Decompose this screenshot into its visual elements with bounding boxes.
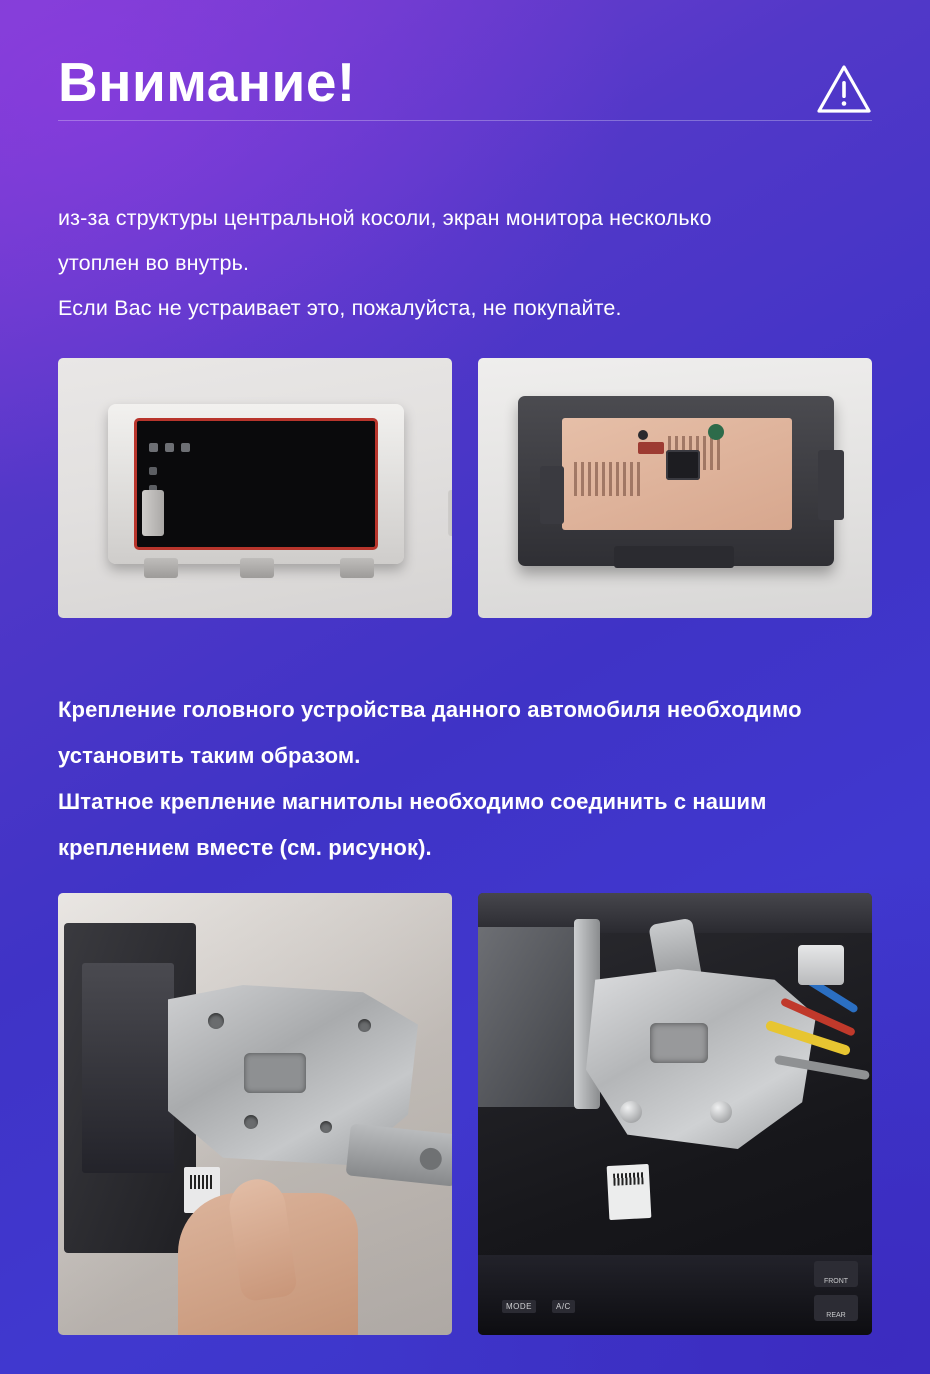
climate-control-panel bbox=[478, 1255, 872, 1335]
barcode-label bbox=[607, 1164, 652, 1220]
ac-button[interactable]: A/C bbox=[552, 1300, 575, 1313]
mount-ear-right bbox=[448, 490, 452, 536]
head-unit-body bbox=[108, 404, 404, 564]
warning-line-3: Если Вас не устраивает это, пожалуйста, не покупайте. bbox=[58, 296, 622, 320]
bracket-slot bbox=[650, 1023, 708, 1063]
mounting-line-2: установить таким образом. bbox=[58, 743, 361, 768]
mount-tab bbox=[144, 558, 178, 578]
mode-button[interactable]: MODE bbox=[502, 1300, 536, 1313]
content-column bbox=[58, 0, 872, 1374]
front-defog-button[interactable]: FRONT bbox=[814, 1261, 858, 1287]
screen-status-icons bbox=[149, 443, 190, 452]
warning-line-2: утоплен во внутрь. bbox=[58, 251, 250, 275]
climate-buttons bbox=[502, 1300, 575, 1313]
side-bracket bbox=[540, 466, 564, 524]
mounting-line-1: Крепление головного устройства данного автомобиля необходимо bbox=[58, 697, 802, 722]
bracket-hole bbox=[208, 1013, 224, 1029]
heatsink-fins bbox=[574, 462, 640, 496]
bracket-hole bbox=[320, 1121, 332, 1133]
warning-paragraph bbox=[58, 160, 872, 331]
page-title: Внимание! bbox=[58, 51, 356, 113]
bracket-hole bbox=[358, 1019, 371, 1032]
head-unit-screen bbox=[134, 418, 378, 550]
mount-tab bbox=[240, 558, 274, 578]
head-unit-front-photo bbox=[58, 358, 452, 618]
bracket-hole bbox=[244, 1115, 258, 1129]
mounting-paragraph bbox=[58, 687, 872, 871]
mount-ear-left bbox=[142, 490, 164, 536]
defog-buttons bbox=[814, 1261, 858, 1321]
photo-row-2 bbox=[58, 893, 872, 1335]
photo-row-1 bbox=[58, 358, 872, 618]
mount-tab bbox=[340, 558, 374, 578]
chassis-frame bbox=[518, 396, 834, 566]
capacitor bbox=[708, 424, 724, 440]
screw bbox=[710, 1101, 732, 1123]
bracket-in-hand-photo bbox=[58, 893, 452, 1335]
ribbon-connector bbox=[638, 442, 664, 454]
header bbox=[58, 0, 872, 160]
mounting-line-4: креплением вместе (см. рисунок). bbox=[58, 835, 432, 860]
bottom-bracket bbox=[614, 546, 734, 568]
bracket-installed-photo bbox=[478, 893, 872, 1335]
capacitor bbox=[638, 430, 648, 440]
warning-line-1: из-за структуры центральной косоли, экран монитора несколько bbox=[58, 206, 712, 230]
side-bracket bbox=[818, 450, 844, 520]
connector-plug bbox=[798, 945, 844, 985]
rear-defog-button[interactable]: REAR bbox=[814, 1295, 858, 1321]
processor-chip bbox=[666, 450, 700, 480]
screw bbox=[620, 1101, 642, 1123]
header-divider bbox=[58, 120, 872, 121]
warning-triangle-icon bbox=[816, 62, 872, 118]
mounting-line-3: Штатное крепление магнитолы необходимо соединить с нашим bbox=[58, 789, 767, 814]
bracket-slot bbox=[244, 1053, 306, 1093]
head-unit-chassis-photo bbox=[478, 358, 872, 618]
